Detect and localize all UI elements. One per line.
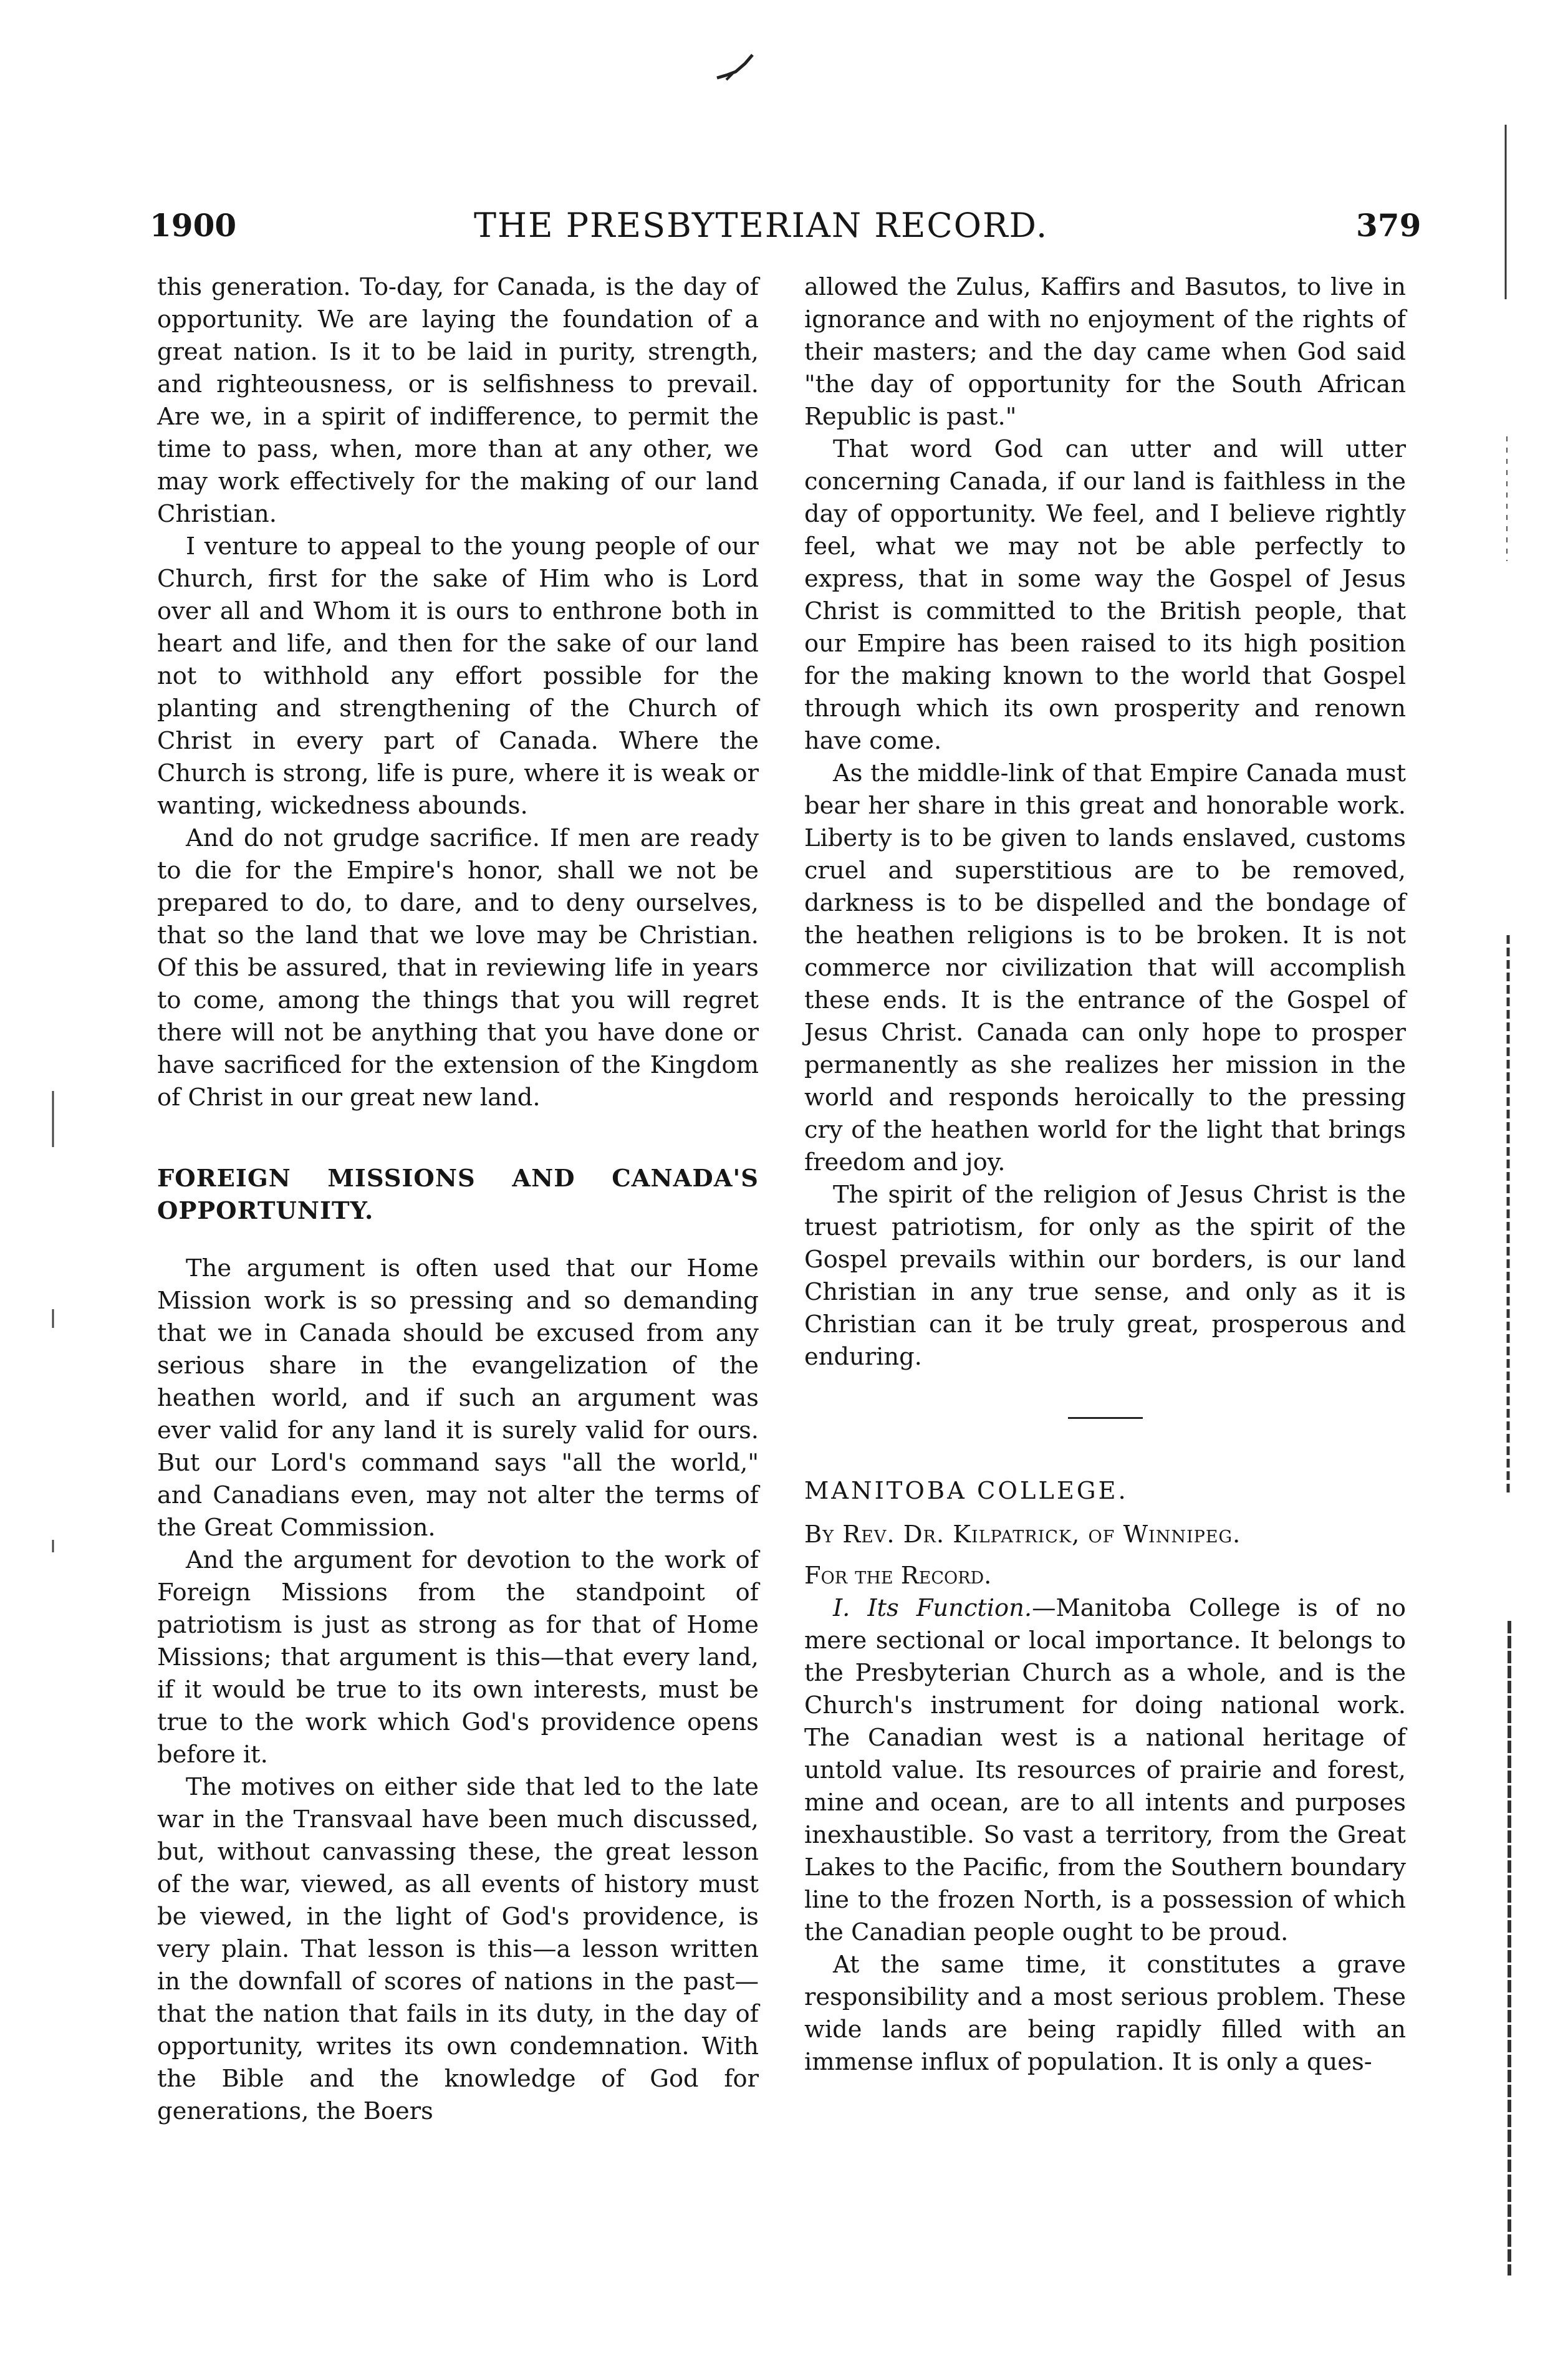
left-column: [157, 271, 759, 2128]
header-page-number: 379: [1356, 207, 1421, 244]
scan-edge-marks: [1493, 125, 1531, 2307]
paragraph: I. Its Function.—Manitoba College is of no mere sectional or local importance. It belongs to the Presbyterian Church as a whole, and is the Church's instrument for doing national work. The Canadian west is a national heritage of untold value. Its resources of prairie and forest, mine and ocean, are to all intents and purposes inexhaustible. So vast a territory, from the Great Lakes to the Pacific, from the Southern boundary line to the frozen North, is a possession of which the Canadian people ought to be proud.: [804, 1594, 1407, 1946]
header-title: THE PRESBYTERIAN RECORD.: [474, 206, 1049, 245]
paragraph: allowed the Zulus, Kaffirs and Basutos, to live in ignorance and with no enjoyment of the rights of their masters; and the day came when God said "the day of opportunity for the South African Republic is past.": [804, 273, 1406, 431]
for-the-record-line: For the Record.: [804, 1562, 992, 1590]
paragraph: That word God can utter and will utter concerning Canada, if our land is faithless in the day of opportunity. We feel, and I believe rightly feel, what we may not be able perfectly to express, that in some way the Gospel of Jesus Christ is committed to the British people, that our Empire has been raised to its high position for the making known to the world that Gospel through which its own prosperity and renown have come.: [804, 435, 1406, 755]
paragraph: And do not grudge sacrifice. If men are ready to die for the Empire's honor, shall we not be prepared to do, to dare, and to deny ourselves, that so the land that we love may be Christian. Of this be assured, that in reviewing life in years to come, among the things that you will regret there will not be anything that you have done or have sacrificed for the extension of the Kingdom of Christ in our great new land.: [157, 824, 759, 1112]
right-column: [804, 271, 1406, 2078]
scan-left-marks: [44, 1091, 62, 1714]
section-heading: FOREIGN MISSIONS AND CANADA'S OPPORTUNITY.: [157, 1165, 759, 1225]
paragraph: The motives on either side that led to the late war in the Transvaal have been much discussed, but, without canvassing these, the great lesson of the war, viewed, as all events of history must be viewed, in the light of God's providence, is very plain. That lesson is this—a lesson written in the downfall of scores of nations in the past—that the nation that fails in its duty, in the day of opportunity, writes its own condemnation. With the Bible and the knowledge of God for generations, the Boers: [157, 1773, 759, 2125]
paragraph: And the argument for devotion to the work of Foreign Missions from the standpoint of patriotism is just as strong as for that of Home Missions; that argument is this—that every land, if it would be true to its own interests, must be true to the work which God's providence opens before it.: [157, 1546, 759, 1769]
running-header: [0, 201, 1568, 251]
paragraph: The argument is often used that our Home Mission work is so pressing and so demanding that we in Canada should be excused from any serious share in the evangelization of the heathen world, and if such an argument was ever valid for any land it is surely valid for ours. But our Lord's command says "all the world," and Canadians even, may not alter the terms of the Great Commission.: [157, 1254, 759, 1542]
paragraph: The spirit of the religion of Jesus Christ is the truest patriotism, for only as the spirit of the Gospel prevails within our borders, is our land Christian in any true sense, and only as it is Christian can it be truly great, prosperous and enduring.: [804, 1181, 1406, 1371]
ink-mark: [714, 50, 758, 87]
article-byline: By Rev. Dr. Kilpatrick, of Winnipeg.: [804, 1521, 1241, 1549]
paragraph: I venture to appeal to the young people of our Church, first for the sake of Him who is Lord over all and Whom it is ours to enthrone both in heart and life, and then for the sake of our land not to withhold any effort possible for the planting and strengthening of the Church of Christ in every part of Canada. Where the Church is strong, life is pure, where it is weak or wanting, wickedness abounds.: [157, 532, 759, 820]
article-title: MANITOBA COLLEGE.: [804, 1477, 1128, 1505]
paragraph: At the same time, it constitutes a grave responsibility and a most serious problem. These wide lands are being rapidly filled with an immense influx of population. It is only a ques-: [804, 1951, 1406, 2076]
header-year: 1900: [150, 207, 237, 244]
paragraph: this generation. To-day, for Canada, is the day of opportunity. We are laying the foundation of a great nation. Is it to be laid in purity, strength, and righteousness, or is selfishness to prevail. Are we, in a spirit of indifference, to permit the time to pass, when, more than at any other, we may work effectively for the making of our land Christian.: [157, 273, 759, 528]
subsection-lead: I. Its Function.: [833, 1594, 1032, 1622]
paragraph: As the middle-link of that Empire Canada must bear her share in this great and honorable work. Liberty is to be given to lands enslaved, customs cruel and superstitious are to be removed, darkness is to be dispelled and the bondage of the heathen religions is to be broken. It is not commerce nor civilization that will accomplish these ends. It is the entrance of the Gospel of Jesus Christ. Canada can only hope to prosper permanently as she realizes her mission in the world and responds heroically to the pressing cry of the heathen world for the light that brings freedom and joy.: [804, 759, 1406, 1176]
